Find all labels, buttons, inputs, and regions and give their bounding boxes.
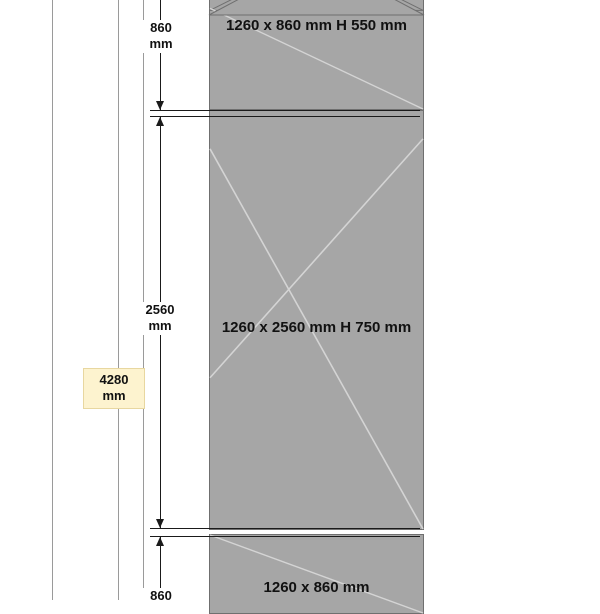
panel-bottom-swing-lines	[210, 535, 423, 613]
panel-top-gable-handle-height: H 550 mm	[336, 17, 407, 34]
dimension-arrow-middle-bottom	[156, 519, 164, 528]
dimension-arrow-middle-top	[156, 117, 164, 126]
dimension-total-4280[interactable]	[83, 368, 145, 409]
dimension-total-4280-unit: mm	[102, 388, 126, 404]
dimension-top-860-text	[140, 20, 182, 53]
dimension-line-top-860	[160, 0, 161, 110]
dimension-middle-2560-unit: mm	[148, 318, 172, 334]
dimension-arrow-bottom-860	[156, 537, 164, 546]
dimension-middle-2560-value: 2560	[145, 302, 175, 317]
panel-bottom[interactable]	[209, 534, 424, 614]
extension-line-middle-top	[150, 116, 420, 117]
panel-middle-label	[209, 318, 424, 338]
panel-middle-handle-height: H 750 mm	[340, 319, 412, 336]
dimension-top-860-value: 860	[150, 20, 172, 35]
dimension-arrow-top-860	[156, 101, 164, 110]
panel-top-gable-label	[209, 16, 424, 36]
guide-line-1	[52, 0, 53, 600]
extension-line-middle-bottom	[150, 528, 420, 529]
guide-line-3	[143, 0, 144, 600]
dimension-top-860-unit: mm	[149, 36, 173, 52]
panel-middle-size: 1260 x 2560 mm	[221, 319, 337, 336]
dimension-middle-2560-text	[132, 302, 188, 335]
guide-line-2	[118, 0, 119, 600]
dimension-bottom-860-value: 860	[150, 588, 172, 603]
panel-top-gable-size: 1260 x 860 mm	[226, 17, 332, 34]
panel-bottom-size: 1260 x 860 mm	[263, 579, 370, 596]
panel-bottom-label	[209, 578, 424, 598]
extension-line-top	[150, 110, 420, 111]
dimension-total-4280-value: 4280	[99, 372, 129, 387]
dimension-bottom-860-text	[140, 588, 182, 604]
extension-line-bottom	[150, 536, 420, 537]
